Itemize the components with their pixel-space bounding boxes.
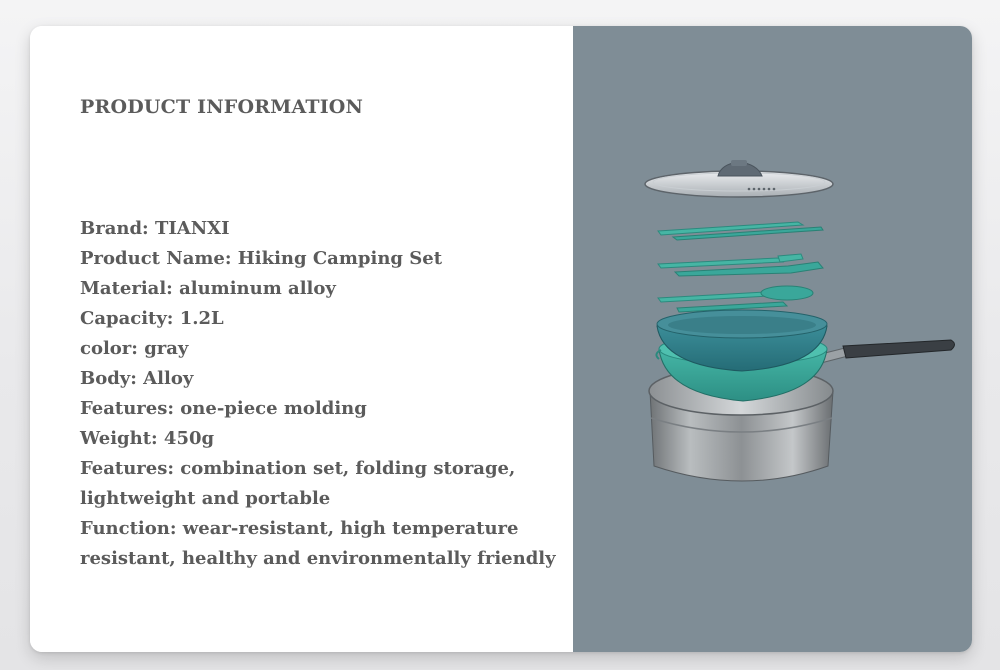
spec-line-color: color: gray — [80, 338, 189, 359]
spec-line-function-cont: resistant, healthy and environmentally friendly — [80, 548, 556, 569]
product-info-heading: PRODUCT INFORMATION — [80, 96, 364, 118]
product-info-panel — [30, 26, 573, 652]
camping-cookware-image — [573, 26, 972, 652]
spec-line-features-2: Features: combination set, folding storage, — [80, 458, 516, 479]
spec-line-features: Features: one-piece molding — [80, 398, 367, 419]
product-spec-list — [80, 214, 556, 574]
spec-line-weight: Weight: 450g — [80, 428, 215, 449]
knife — [658, 222, 823, 240]
pot-handle — [813, 340, 955, 364]
fork — [658, 254, 823, 276]
spec-line-material: Material: aluminum alloy — [80, 278, 336, 299]
product-image-panel — [573, 26, 972, 652]
product-card — [30, 26, 972, 652]
spec-line-capacity: Capacity: 1.2L — [80, 308, 224, 329]
pot-lid — [645, 160, 833, 197]
spec-line-body: Body: Alloy — [80, 368, 194, 389]
spec-line-brand: Brand: TIANXI — [80, 218, 230, 239]
spec-line-function: Function: wear-resistant, high temperature — [80, 518, 519, 539]
spoon — [658, 286, 813, 312]
spec-line-features-2-cont: lightweight and portable — [80, 488, 331, 509]
spec-line-product-name: Product Name: Hiking Camping Set — [80, 248, 443, 269]
